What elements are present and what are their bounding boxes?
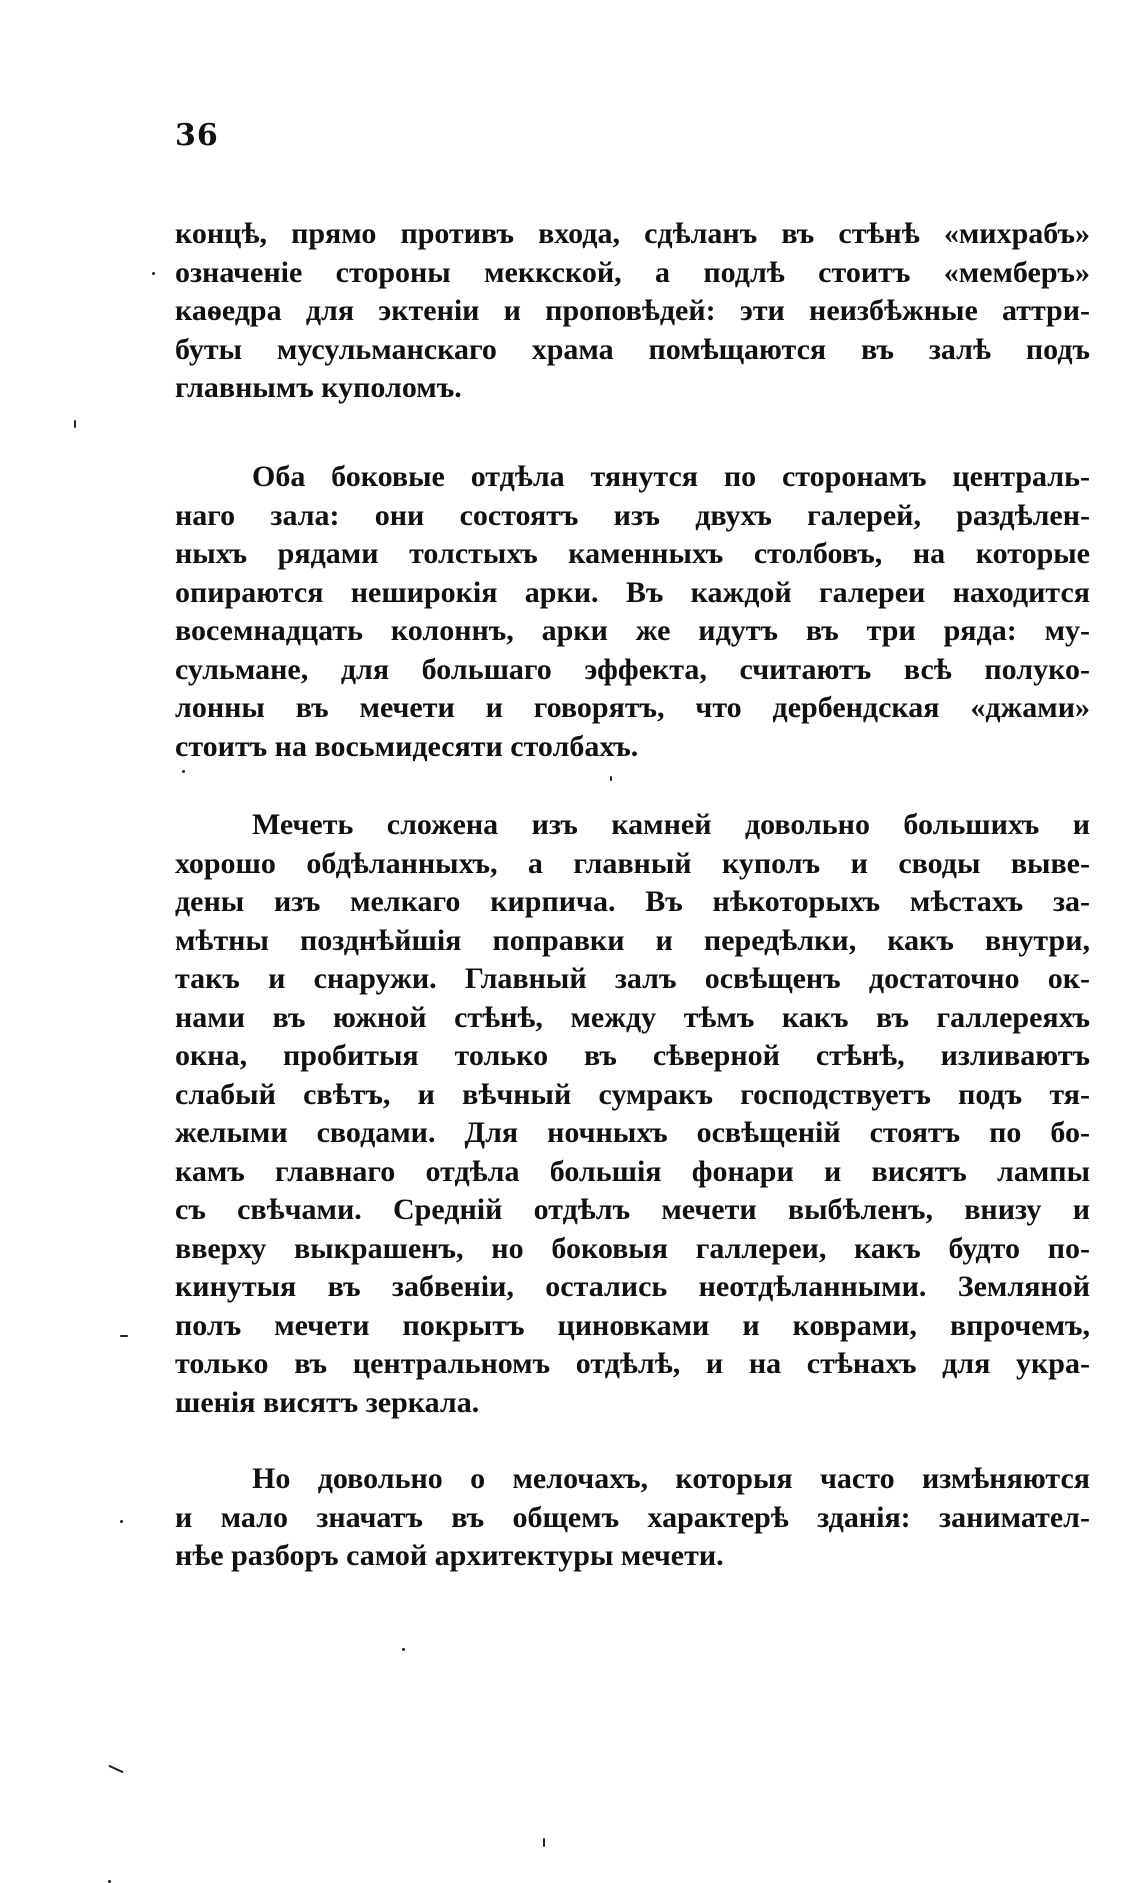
text-line: буты мусульманскаго храма помѣщаются въ залѣ подъ — [175, 332, 1090, 366]
scan-speck — [543, 1838, 545, 1847]
scan-speck — [182, 770, 185, 773]
text-line: такъ и снаружи. Главный залъ освѣщенъ достаточно ок- — [175, 962, 1090, 995]
text-line: полъ мечети покрытъ циновками и коврами, впрочемъ, — [175, 1308, 1090, 1342]
text-line: стоитъ на восьмидесяти столбахъ. — [175, 729, 639, 763]
text-line: желыми сводами. Для ночныхъ освѣщеній стоятъ по бо- — [175, 1116, 1090, 1149]
text-line: окна, пробитыя только въ сѣверной стѣнѣ, изливаютъ — [175, 1039, 1090, 1072]
paragraph-4 — [175, 1460, 1090, 1576]
text-line: лонны въ мечети и говорятъ, что дербендская «джами» — [175, 691, 1090, 724]
paragraph-2 — [175, 458, 1090, 766]
text-line: ныхъ рядами толстыхъ каменныхъ столбовъ, на которые — [175, 537, 1090, 570]
text-line: сульмане, для большаго эффекта, считаютъ всѣ полуко- — [175, 652, 1090, 686]
text-line: шенія висятъ зеркала. — [175, 1385, 480, 1419]
text-line: слабый свѣтъ, и вѣчный сумракъ господствуетъ подъ тя- — [175, 1077, 1090, 1111]
scan-speck — [120, 1520, 123, 1523]
text-line: хорошо обдѣланныхъ, а главный куполъ и своды выве- — [175, 846, 1090, 880]
paragraph-3 — [175, 806, 1090, 1422]
scan-speck — [402, 1648, 405, 1651]
text-line: наго зала: они состоятъ изъ двухъ галерей, раздѣлен- — [175, 498, 1090, 532]
text-line: дены изъ мелкаго кирпича. Въ нѣкоторыхъ мѣстахъ за- — [175, 885, 1090, 918]
text-line: только въ центральномъ отдѣлѣ, и на стѣнахъ для укра- — [175, 1347, 1090, 1380]
text-line: означеніе стороны меккской, а подлѣ стоитъ «мемберъ» — [175, 255, 1090, 289]
text-line: нѣе разборъ самой архитектуры мечети. — [175, 1539, 724, 1572]
text-line: съ свѣчами. Средній отдѣлъ мечети выбѣленъ, внизу и — [175, 1193, 1090, 1226]
text-line: каѳедра для эктеніи и проповѣдей: эти неизбѣжные аттри- — [175, 294, 1090, 327]
text-line: Мечеть сложена изъ камней довольно большихъ и — [252, 808, 1090, 841]
text-line: мѣтны позднѣйшія поправки и передѣлки, какъ внутри, — [175, 923, 1090, 957]
scan-speck — [120, 1335, 128, 1337]
text-line: главнымъ куполомъ. — [175, 371, 462, 404]
text-line: вверху выкрашенъ, но боковыя галлереи, какъ будто по- — [175, 1231, 1090, 1265]
page-number: 36 — [175, 118, 219, 153]
text-line: опираются неширокія арки. Въ каждой галереи находится — [175, 575, 1090, 609]
text-line: восемнадцать колоннъ, арки же идутъ въ три ряда: му- — [175, 614, 1090, 647]
scan-speck — [108, 1765, 123, 1774]
scan-speck — [74, 420, 76, 428]
text-line: камъ главнаго отдѣла большія фонари и висятъ лампы — [175, 1154, 1090, 1188]
scan-speck — [610, 776, 612, 781]
paragraph-1 — [175, 215, 1090, 408]
scan-speck — [152, 272, 155, 275]
text-line: Оба боковые отдѣла тянутся по сторонамъ централь- — [252, 460, 1090, 493]
text-line: нами въ южной стѣнѣ, между тѣмъ какъ въ галлереяхъ — [175, 1000, 1090, 1034]
text-line: концѣ, прямо противъ входа, сдѣланъ въ стѣнѣ «михрабъ» — [175, 217, 1090, 250]
text-line: кинутыя въ забвеніи, остались неотдѣланными. Земляной — [175, 1270, 1090, 1303]
text-line: и мало значатъ въ общемъ характерѣ зданія: занимател- — [175, 1500, 1090, 1534]
text-line: Но довольно о мелочахъ, которыя часто измѣняются — [252, 1462, 1090, 1495]
